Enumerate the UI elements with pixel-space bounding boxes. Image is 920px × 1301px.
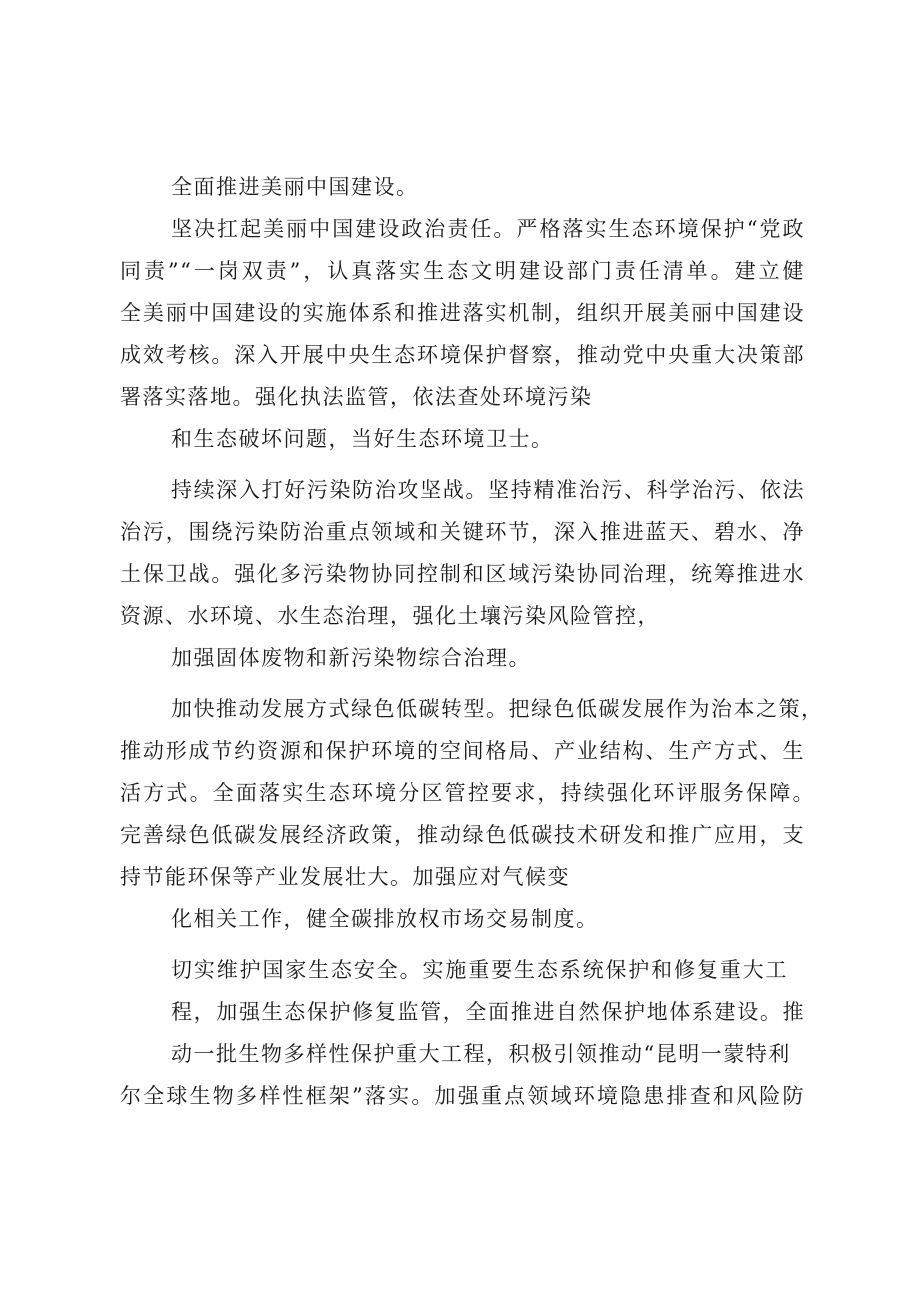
text-line: 全面推进美丽中国建设。 xyxy=(171,175,419,199)
text-line: 活方式。全面落实生态环境分区管控要求，持续强化环评服务保障。 xyxy=(120,781,815,805)
text-line: 持续深入打好污染防治攻坚战。坚持精准治污、科学治污、依法 xyxy=(171,478,805,502)
text-line: 资源、水环境、水生态治理，强化土壤污染风险管控， xyxy=(120,604,660,628)
text-line: 加快推动发展方式绿色低碳转型。把绿色低碳发展作为治本之策， xyxy=(171,697,824,721)
text-line: 切实维护国家生态安全。实施重要生态系统保护和修复重大工 xyxy=(171,958,788,982)
text-line: 全美丽中国建设的实施体系和推进落实机制，组织开展美丽中国建设 xyxy=(120,301,805,325)
text-line: 尔全球生物多样性框架”落实。加强重点领域环境隐患排查和风险防 xyxy=(120,1084,805,1108)
text-line: 土保卫战。强化多污染物协同控制和区域污染协同治理，统筹推进水 xyxy=(120,562,805,586)
text-line: 治污，围绕污染防治重点领域和关键环节，深入推进蓝天、碧水、净 xyxy=(120,520,805,544)
text-line: 和生态破坏问题，当好生态环境卫士。 xyxy=(171,427,554,451)
text-line: 动一批生物多样性保护重大工程，积极引领推动“昆明一蒙特利 xyxy=(171,1042,791,1066)
text-line: 加强固体废物和新污染物综合治理。 xyxy=(171,646,531,670)
text-line: 推动形成节约资源和保护环境的空间格局、产业结构、生产方式、生 xyxy=(120,739,805,763)
text-line: 成效考核。深入开展中央生态环境保护督察，推动党中央重大决策部 xyxy=(120,343,805,367)
text-line: 坚决扛起美丽中国建设政治责任。严格落实生态环境保护“党政 xyxy=(171,217,805,241)
text-line: 程，加强生态保护修复监管，全面推进自然保护地体系建设。推 xyxy=(171,1000,805,1024)
text-line: 署落实落地。强化执法监管，依法查处环境污染 xyxy=(120,385,593,409)
text-line: 同责”“一岗双责”，认真落实生态文明建设部门责任清单。建立健 xyxy=(120,259,805,283)
text-line: 化相关工作，健全碳排放权市场交易制度。 xyxy=(171,907,599,931)
text-line: 完善绿色低碳发展经济政策，推动绿色低碳技术研发和推广应用，支 xyxy=(120,823,805,847)
text-line: 持节能环保等产业发展壮大。加强应对气候变 xyxy=(120,865,570,889)
